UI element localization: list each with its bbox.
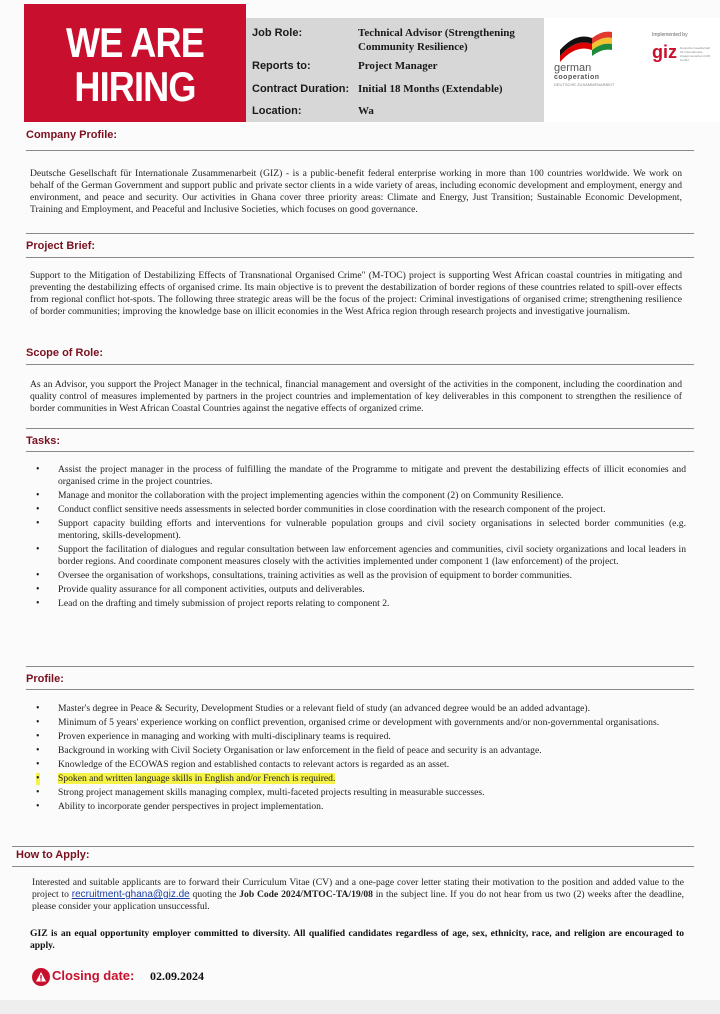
list-item: • Strong project management skills managing complex, multi-faceted projects resulting in measurable successes. (36, 787, 485, 798)
banner-line-1: WE ARE (65, 19, 204, 66)
divider (26, 428, 694, 429)
how-to-apply-text: Interested and suitable applicants are to forward their Curriculum Vitae (CV) and a one-page cover letter stating their motivation to the position and added value to the project to recruitment-ghana@giz.de quoting the Job Code 2024/MTOC-TA/19/08 in the subject line. If you do not hear from us two (2) weeks after the deadline, please consider your application unsuccessful. (32, 877, 684, 912)
scope-of-role-text: As an Advisor, you support the Project Manager in the technical, financial management and oversight of the activities in the component, including the coordination and quality control of measures implemented by partners in the project countries and implementation of key deliverables in this component to strengthen the resilience of border communities in West African Coastal Countries against the negative effects of organized crime. (30, 379, 682, 414)
location-label: Location: (252, 105, 302, 117)
project-brief-heading: Project Brief: (26, 240, 96, 252)
closing-date-label: Closing date: (52, 968, 135, 983)
list-item: • Proven experience in managing and working with multi-disciplinary teams is required. (36, 731, 391, 742)
divider (26, 666, 694, 667)
list-item: • Conduct conflict sensitive needs assessments in selected border communities in close coordination with the research component of the project. (36, 504, 606, 515)
contract-duration-value: Initial 18 Months (Extendable) (358, 83, 503, 95)
list-item: • Background in working with Civil Society Organisation or law enforcement in the field of peace and security is an advantage. (36, 745, 542, 756)
divider (12, 846, 694, 847)
divider (26, 689, 694, 690)
profile-heading: Profile: (26, 673, 64, 685)
german-cooperation-name: german (554, 62, 592, 74)
list-item: • Oversee the organisation of workshops, consultations, training activities as well as the provision of equipment to border communities. (36, 570, 573, 581)
recruitment-email-link[interactable]: recruitment-ghana@giz.de (71, 889, 190, 900)
german-cooperation-small: DEUTSCHE ZUSAMMENARBEIT (554, 82, 615, 87)
list-item: • Lead on the drafting and timely submission of project reports relating to component 2. (36, 598, 390, 609)
job-role-label: Job Role: (252, 27, 303, 39)
list-item: • Ability to incorporate gender perspectives in project implementation. (36, 801, 324, 812)
list-item: • Knowledge of the ECOWAS region and established contacts to relevant actors is regarded as an asset. (36, 759, 450, 770)
how-to-apply-heading: How to Apply: (16, 849, 90, 861)
giz-logo: giz (652, 42, 677, 62)
location-value: Wa (358, 105, 374, 117)
german-ghana-flag-icon (558, 28, 614, 62)
list-item: • Support the facilitation of dialogues and regular consultation between law enforcement agencies and communities, civil society organizations and local leaders in border regions. And coordinate component measures closely with the activities implemented under component 1 (law enforcement) of the project. (36, 544, 686, 567)
profile-list (36, 703, 686, 815)
list-item: • Assist the project manager in the process of fulfilling the mandate of the Programme to mitigate and prevent the destabilizing effects of illicit economies and organised crime in the project countries. (36, 464, 686, 487)
implemented-by-label: Implemented by (652, 32, 688, 38)
partner-logos (544, 18, 720, 122)
giz-logo-subtitle: Deutsche Gesellschaft für Internationale Zusammenarbeit (GIZ) GmbH (680, 46, 711, 62)
job-info-box (246, 18, 544, 122)
closing-date-value: 02.09.2024 (150, 969, 204, 983)
list-item-highlighted: • Spoken and written language skills in English and/or French is required. (36, 773, 336, 784)
divider (26, 364, 694, 365)
list-item: • Minimum of 5 years' experience working on conflict prevention, organised crime or development with governments and/or non-governmental organisations. (36, 717, 660, 728)
job-role-value: Technical Advisor (Strengthening Community Resilience) (358, 27, 515, 53)
german-cooperation-sub: cooperation (554, 74, 600, 81)
bottom-band (0, 1000, 720, 1014)
contract-duration-label: Contract Duration: (252, 83, 350, 95)
divider (12, 866, 694, 867)
scope-of-role-heading: Scope of Role: (26, 347, 104, 359)
divider (26, 257, 694, 258)
equal-opportunity-statement: GIZ is an equal opportunity employer committed to diversity. All qualified candidates regardless of age, sex, ethnicity, race, and religion are encouraged to apply. (30, 928, 684, 951)
divider (26, 150, 694, 151)
project-brief-text: Support to the Mitigation of Destabilizing Effects of Transnational Organised Crime" (M-TOC) project is supporting West African coastal countries in mitigating and preventing the destabilizing effects of organised crime. Its main objective is to prevent the destabilization of border regions of these countries related to spill-over effects from regional conflict hot-spots. The following three strategic areas will be the focus of the project: Criminal investigations of organised crime; strengthening resilience of border communities; improving the knowledge base on illicit economies in the West Africa region through research projects and investigative journalism. (30, 270, 682, 317)
company-profile-text: Deutsche Gesellschaft für Internationale Zusammenarbeit (GIZ) - is a public-benefit federal enterprise working in more than 100 countries worldwide. We work on behalf of the German Government and support public and private sector clients in a wide variety of areas, including economic development and employment, energy and environment, and peace and security. Our activities in Ghana cover three priority areas: Climate and Energy, Just Transition; Sustainable Economic Development, Training and Employment, and Peaceful and Inclusive Societies, which focuses on good governance. (30, 168, 682, 215)
tasks-list (36, 464, 686, 612)
list-item: • Manage and monitor the collaboration with the project implementing agencies within the component (2) on Community Resilience. (36, 490, 564, 501)
warning-icon (32, 968, 50, 986)
divider (26, 451, 694, 452)
banner-line-2: HIRING (74, 63, 196, 110)
job-code: Job Code 2024/MTOC-TA/19/08 (239, 889, 373, 900)
list-item: • Support capacity building efforts and interventions for vulnerable population groups and civil society organisations in selected border communities (e.g. mentoring, skills-development). (36, 518, 686, 541)
divider (26, 233, 694, 234)
list-item: • Provide quality assurance for all component activities, outputs and deliverables. (36, 584, 365, 595)
we-are-hiring-banner (24, 4, 246, 122)
list-item: • Master's degree in Peace & Security, Development Studies or a relevant field of study (an advanced degree would be an added advantage). (36, 703, 591, 714)
reports-to-value: Project Manager (358, 60, 438, 72)
reports-to-label: Reports to: (252, 60, 311, 72)
company-profile-heading: Company Profile: (26, 129, 118, 141)
tasks-heading: Tasks: (26, 435, 61, 447)
